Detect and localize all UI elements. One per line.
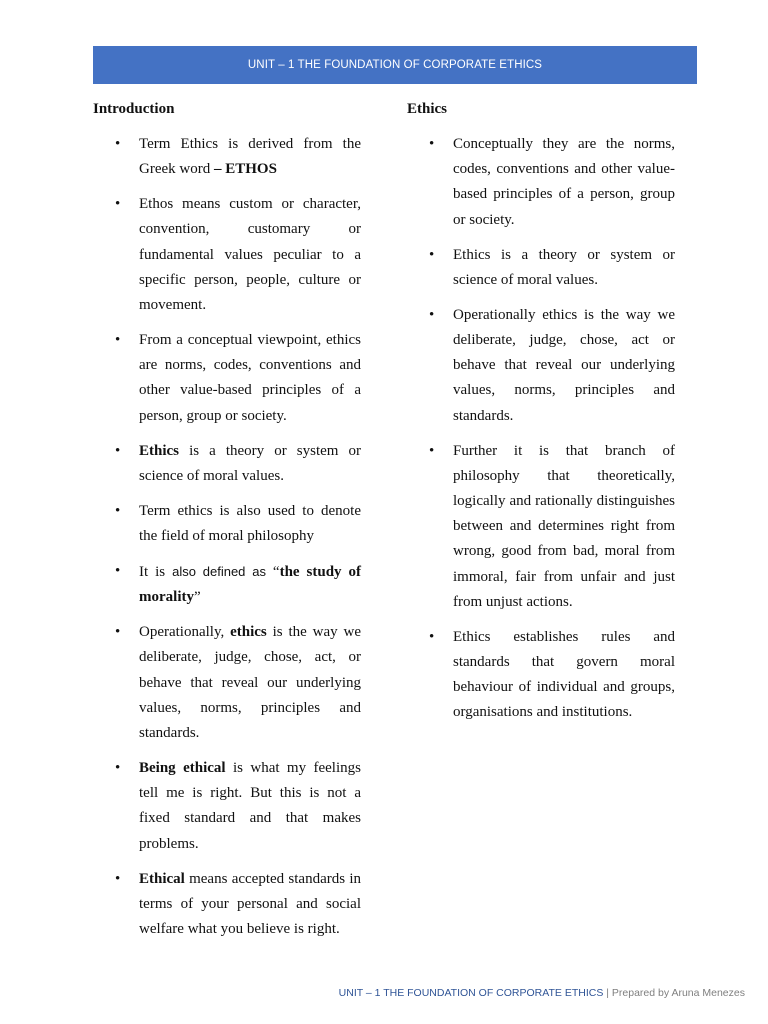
bullet-item xyxy=(93,559,361,610)
bullet-marker: • xyxy=(429,306,435,323)
bullet-text: Term Ethics is derived from the Greek word xyxy=(139,136,361,178)
bullet-marker: • xyxy=(429,442,435,459)
bullet-item xyxy=(93,192,361,318)
bullet-item xyxy=(93,328,361,429)
footer-prepared-by: Prepared by Aruna Menezes xyxy=(611,987,745,999)
bullet-text: It is xyxy=(139,564,173,581)
ethics-heading: Ethics xyxy=(407,101,448,117)
bullet-text: ” xyxy=(193,589,201,606)
bullet-marker: • xyxy=(429,628,435,645)
bullet-text: Further it is that branch of philosophy that theoretically, logically and rationally distinguishes between and determines right from wrong, good from bad, moral from immoral, fair from unfair and just from unjust actions. xyxy=(453,442,675,610)
bullet-item xyxy=(407,439,675,615)
bullet-text: From a conceptual viewpoint, ethics are norms, codes, conventions and other value-based principles of a person, group or society. xyxy=(139,332,361,424)
bullet-marker: • xyxy=(115,870,121,887)
bullet-item xyxy=(407,625,675,726)
bullet-marker: • xyxy=(115,563,121,580)
bullet-text: Ethical xyxy=(139,870,185,887)
bullet-marker: • xyxy=(115,442,121,459)
unit-title-banner xyxy=(93,46,697,84)
footer-title: UNIT – 1 THE FOUNDATION OF CORPORATE ETHICS xyxy=(338,987,604,999)
introduction-heading: Introduction xyxy=(93,101,175,117)
bullet-marker: • xyxy=(115,760,121,777)
bullet-marker: • xyxy=(115,502,121,519)
bullet-text: Ethics establishes rules and standards that govern moral behaviour of individual and groups, organisations and institutions. xyxy=(453,628,675,721)
ethics-column xyxy=(407,98,675,735)
bullet-item xyxy=(93,620,361,746)
bullet-item xyxy=(93,499,361,549)
bullet-text: is what my feelings tell me is right. But this is not a fixed standard and that makes problems. xyxy=(139,760,361,852)
bullet-text: is a theory or system or science of moral values. xyxy=(139,442,361,484)
bullet-marker: • xyxy=(429,136,435,152)
bullet-text: Ethos means custom or character, convention, customary or fundamental values peculiar to a specific person, people, culture or movement. xyxy=(139,196,361,314)
bullet-text: Operationally ethics is the way we deliberate, judge, chose, act or behave that reveal our underlying values, norms, principles and standards. xyxy=(453,306,675,424)
bullet-text: Ethics is a theory or system or science of moral values. xyxy=(453,246,675,288)
bullet-item xyxy=(93,867,361,943)
page-footer xyxy=(339,987,745,999)
bullet-item xyxy=(407,132,675,233)
bullet-text: ethics xyxy=(230,624,267,641)
banner-title: UNIT – 1 THE FOUNDATION OF CORPORATE ETHICS xyxy=(247,59,543,71)
bullet-text: means accepted standards in terms of your personal and social welfare what you believe is right. xyxy=(139,870,361,938)
ethics-list xyxy=(407,132,675,726)
bullet-item xyxy=(93,439,361,489)
bullet-text: also defined as xyxy=(172,564,266,580)
bullet-marker: • xyxy=(115,196,121,213)
introduction-column xyxy=(93,98,361,952)
introduction-list xyxy=(93,132,361,942)
bullet-text: Being ethical xyxy=(139,760,226,777)
bullet-marker: • xyxy=(115,624,121,641)
bullet-marker: • xyxy=(429,246,435,263)
bullet-text: Ethics xyxy=(139,442,180,459)
footer-separator: | xyxy=(606,987,609,999)
bullet-item xyxy=(407,243,675,293)
bullet-text: Term ethics is also used to denote the field of moral philosophy xyxy=(139,502,361,545)
bullet-marker: • xyxy=(115,332,121,349)
bullet-item xyxy=(93,132,361,182)
bullet-text: the study of morality xyxy=(139,564,362,606)
bullet-text: Operationally, xyxy=(139,624,231,641)
bullet-text: “ xyxy=(265,564,280,581)
bullet-item xyxy=(93,756,361,857)
bullet-text: – ETHOS xyxy=(213,161,277,178)
bullet-marker: • xyxy=(115,136,121,152)
bullet-text: Conceptually they are the norms, codes, conventions and other value-based principles of a person, group or society. xyxy=(453,136,675,228)
bullet-text: is the way we deliberate, judge, chose, act, or behave that reveal our underlying values, norms, principles and standards. xyxy=(139,624,362,742)
bullet-item xyxy=(407,303,675,429)
